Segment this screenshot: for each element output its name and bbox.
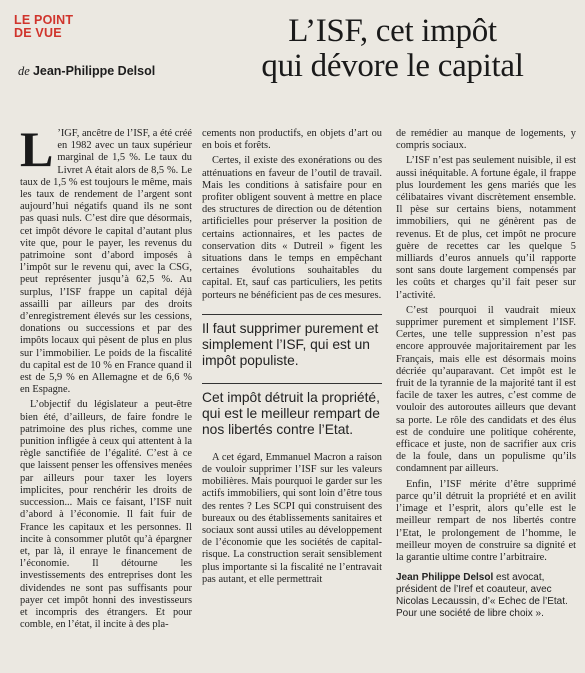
byline-author: Jean-Philippe Delsol (32, 64, 156, 78)
title-line-1: L’ISF, cet impôt (288, 13, 497, 49)
paragraph: de remédier au manque de logements, y compris sociaux. (396, 128, 576, 152)
title-line-2: qui dévore le capital (261, 48, 524, 84)
bio-text: est avocat, président de l’Iref et coauteur, avec Nicolas Lecaussin, d’« Echec de l’Etat. Pour une société de libre choix ». (396, 572, 568, 620)
rubric-line-2: DE VUE (14, 26, 62, 40)
paragraph: L’ISF n’est pas seulement nuisible, il est aussi inéquitable. A fortune égale, il frappe plus lourdement les gens mariés que les célibataires vivant discrètement ensemble. Il pèse sur certains biens, notamment immobiliers, qui ne génèrent pas de revenus. Et de plus, cet impôt ne procure guère de recettes car les quelque 5 milliards d’euros annuels qu’il rapporte sont sans doute largement compensés par les coûts et charges qu’il fait peser sur l’activité. (396, 155, 576, 301)
byline-prefix: de (18, 64, 30, 78)
paragraph (20, 128, 192, 396)
pull-quote-1: Il faut supprimer purement et simplement l’ISF, qui est un impôt populiste. (202, 314, 382, 369)
paragraph-text: ’IGF, ancêtre de l’ISF, a été créé en 1982 avec un taux supérieur marginal de 1,5 %. Le taux du Livret A était alors de 8,5 %. Le taux de 1,5 % est toujours le même, mais les taux de rendement de l’argent sont aujourd’hui négatifs quand ils ne sont pas quasi nuls. C’est dire que désormais, cet impôt dévore le capital d’autant plus vite que, pour le payer, les revenus du patrimoine sont d’abord imposés à l’impôt sur le revenu qui, avec la CSG, peut représenter jusqu’à 62,5 %. Au surplus, l’ISF frappe un capital déjà assailli par ailleurs par des droits d’enregistrement élevés sur les cessions, donations ou successions et par des impôts locaux qui pèsent de plus en plus sur l’immobilier. Le poids de la fiscalité du capital est de 10 % en France quand il est de 5,9 % en Allemagne et de 6,6 % en Espagne. (20, 128, 192, 396)
paragraph: C’est pourquoi il vaudrait mieux supprimer purement et simplement l’ISF. Certes, une telle suppression n’est pas encore approuvée majoritairement par les Français, mais elle est désormais moins décriée qu’auparavant. Cet impôt est le fruit de la tyrannie de la majorité tant il est facile de taxer les autres, c’est comme de vouloir des autoroutes ailleurs que devant sa porte. Le rôle des candidats et des élus est de conduire une politique cohérente, efficace et juste, non de sacrifier aux cris de la foule, dans un populisme qu’ils condamnent par ailleurs. (396, 304, 576, 475)
pull-quote-2: Cet impôt détruit la propriété, qui est le meilleur rempart de nos libertés contre l’Etat. (202, 383, 382, 438)
paragraph: cements non productifs, en objets d’art ou en bois et forêts. (202, 128, 382, 152)
article-column-3 (396, 128, 576, 669)
section-rubric (14, 14, 73, 40)
paragraph: A cet égard, Emmanuel Macron a raison de vouloir supprimer l’ISF sur les valeurs mobilières. Mais pourquoi le garder sur les actifs immobiliers, qui sont loin d’être tous des rentes ? Les SCPI qui construisent des bureaux ou des établissements sanitaires et sociaux sont aussi utiles au développement de l’économie que les sociétés de capital-risque. La construction serait sensiblement plus importante si la fiscalité ne l’entravait pas autant, et elle permettrait (202, 451, 382, 585)
byline (18, 64, 155, 79)
paragraph: Certes, il existe des exonérations ou des atténuations en faveur de l’outil de travail. Mais les conditions à satisfaire pour en profiter obligent souvent à mettre en place des structures de direction ou de détention artificielles pour préserver la position de certains actionnaires, et les pactes de conservation dits « Dutreil » figent les situations dans le temps en empêchant certaines évolutions souhaitables du capital. Et, sauf cas particuliers, les petits porteurs ne bénéficient pas de ces mesures. (202, 155, 382, 301)
paragraph: Enfin, l’ISF mérite d’être supprimé parce qu’il détruit la propriété et en avilit l’image et l’esprit, alors qu’elle est le meilleur rempart de nos libertés contre l’Etat, le prolongement de l’homme, le meilleur moyen de construire sa dignité et la garantie ultime contre l’arbitraire. (396, 478, 576, 563)
article-title (205, 14, 580, 84)
drop-cap: L (20, 128, 54, 177)
article-column-2 (202, 128, 382, 669)
paragraph: L’objectif du législateur a peut-être bien été, d’ailleurs, de faire fondre le patrimoine des plus riches, comme une punition infligée à ceux qui attentent à la règle sanctifiée de l’égalité. C’est à ce que laissent penser les offensives menées par ailleurs pour taxer les loyers implicites, pour renchérir les droits de succession... Mais ce faisant, l’ISF nuit d’abord à l’économie. Il fait fuir de France les capitaux et les personnes. Il incite à consommer plutôt qu’à épargner et, par là, il enraye le financement de l’économie. Il détourne les investissements des entreprises dont les dividendes ne sont pas suffisants pour payer cet impôt honni des investisseurs et incompris des étrangers. Et pour comble, en l’état, il incite à des pla- (20, 399, 192, 631)
rubric-line-1: LE POINT (14, 13, 74, 27)
author-bio (396, 572, 576, 620)
bio-name: Jean Philippe Delsol (396, 572, 494, 584)
article-column-1 (20, 128, 192, 669)
